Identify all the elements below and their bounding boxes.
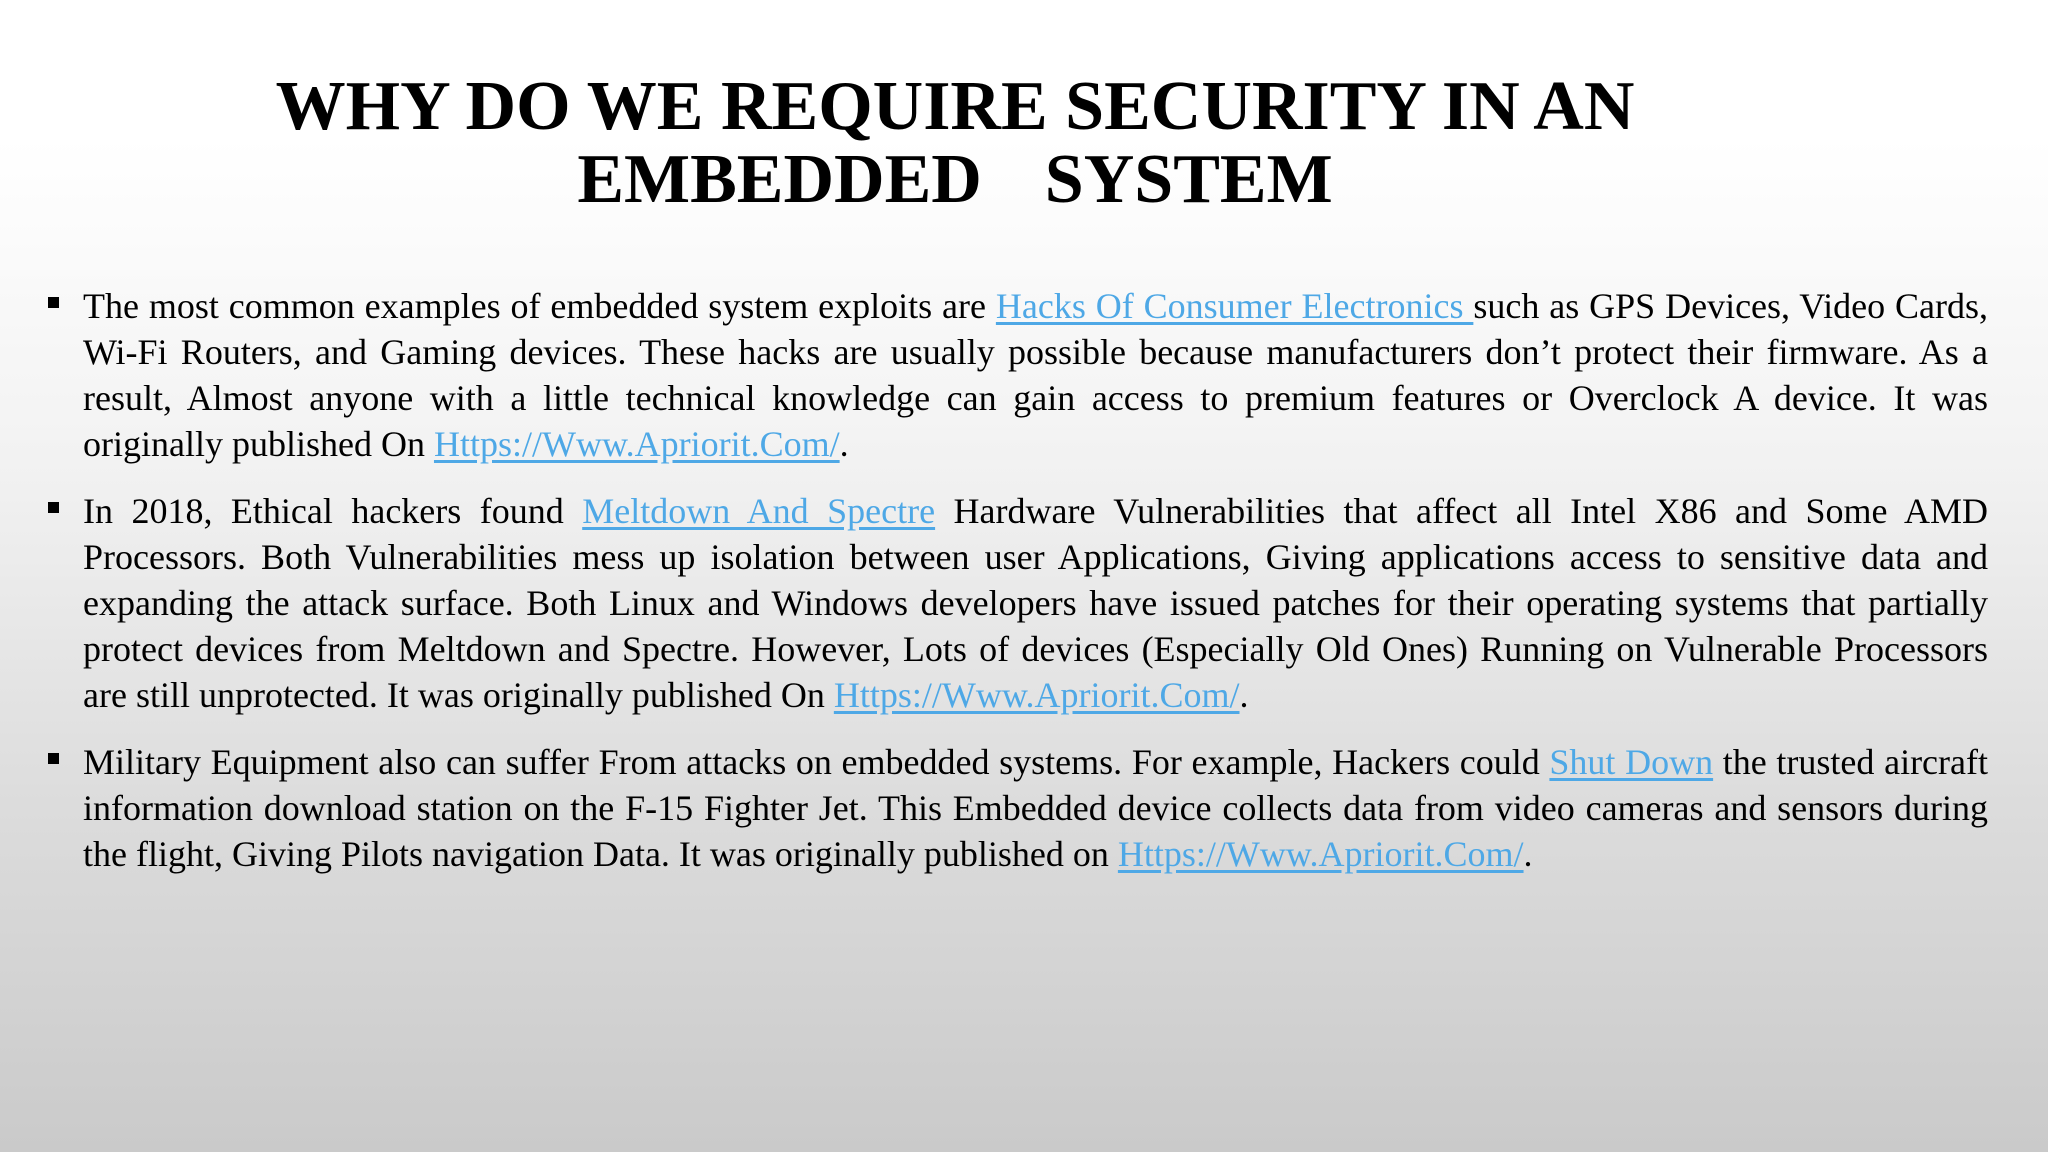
bullet-3-text-b: the trusted aircraft information download station on the F-15 Fighter Jet. This Embedded device collects data from video cameras and sensors during the flight, Giving Pilots navigation Data. It was originally published on <box>83 742 1988 874</box>
bullet-text-2 <box>83 491 1988 715</box>
bullet-3-text-a: Military Equipment also can suffer From attacks on embedded systems. For example, Hackers could <box>83 742 1550 782</box>
bullet-1-text-a: The most common examples of embedded system exploits are <box>83 286 996 326</box>
bullet-2-text-a: In 2018, Ethical hackers found <box>83 491 583 531</box>
slide-title <box>160 70 1750 216</box>
link-apriorit-2[interactable]: Https://Www.Apriorit.Com/ <box>833 675 1240 715</box>
bullet-1-text-c: . <box>839 424 849 464</box>
bullet-text-3 <box>83 742 1988 874</box>
link-apriorit-1[interactable]: Https://Www.Apriorit.Com/ <box>433 424 840 464</box>
bullet-2-text-c: . <box>1239 675 1249 715</box>
link-shut-down[interactable]: Shut Down <box>1549 742 1714 782</box>
bullet-3-text-c: . <box>1523 834 1533 874</box>
link-apriorit-3[interactable]: Https://Www.Apriorit.Com/ <box>1117 834 1524 874</box>
bullet-1-text-b: such as GPS Devices, Video Cards, Wi-Fi Routers, and Gaming devices. These hacks are usually possible because manufacturers don’t protect their firmware. As a result, Almost anyone with a little technical knowledge can gain access to premium features or Overclock A device. It was originally published On <box>83 286 1988 464</box>
bullet-item-meltdown-spectre <box>46 488 1988 718</box>
bullet-item-military-equipment <box>46 739 1988 877</box>
square-bullet-icon <box>48 753 59 764</box>
bullet-2-text-b: Hardware Vulnerabilities that affect all Intel X86 and Some AMD Processors. Both Vulnerabilities mess up isolation between user Applications, Giving applications access to sensitive data and expanding the attack surface. Both Linux and Windows developers have issued patches for their operating systems that partially protect devices from Meltdown and Spectre. However, Lots of devices (Especially Old Ones) Running on Vulnerable Processors are still unprotected. It was originally published On <box>83 491 1988 715</box>
title-line-2: EMBEDDED SYSTEM <box>577 141 1333 218</box>
link-meltdown-and-spectre[interactable]: Meltdown And Spectre <box>582 491 936 531</box>
square-bullet-icon <box>48 297 59 308</box>
title-line-1: WHY DO WE REQUIRE SECURITY IN AN <box>275 68 1635 145</box>
bullet-item-consumer-electronics <box>46 283 1988 467</box>
bullet-list <box>46 283 1988 898</box>
bullet-text-1 <box>83 286 1988 464</box>
square-bullet-icon <box>48 502 59 513</box>
link-hacks-of-consumer-electronics[interactable]: Hacks Of Consumer Electronics <box>995 286 1474 326</box>
